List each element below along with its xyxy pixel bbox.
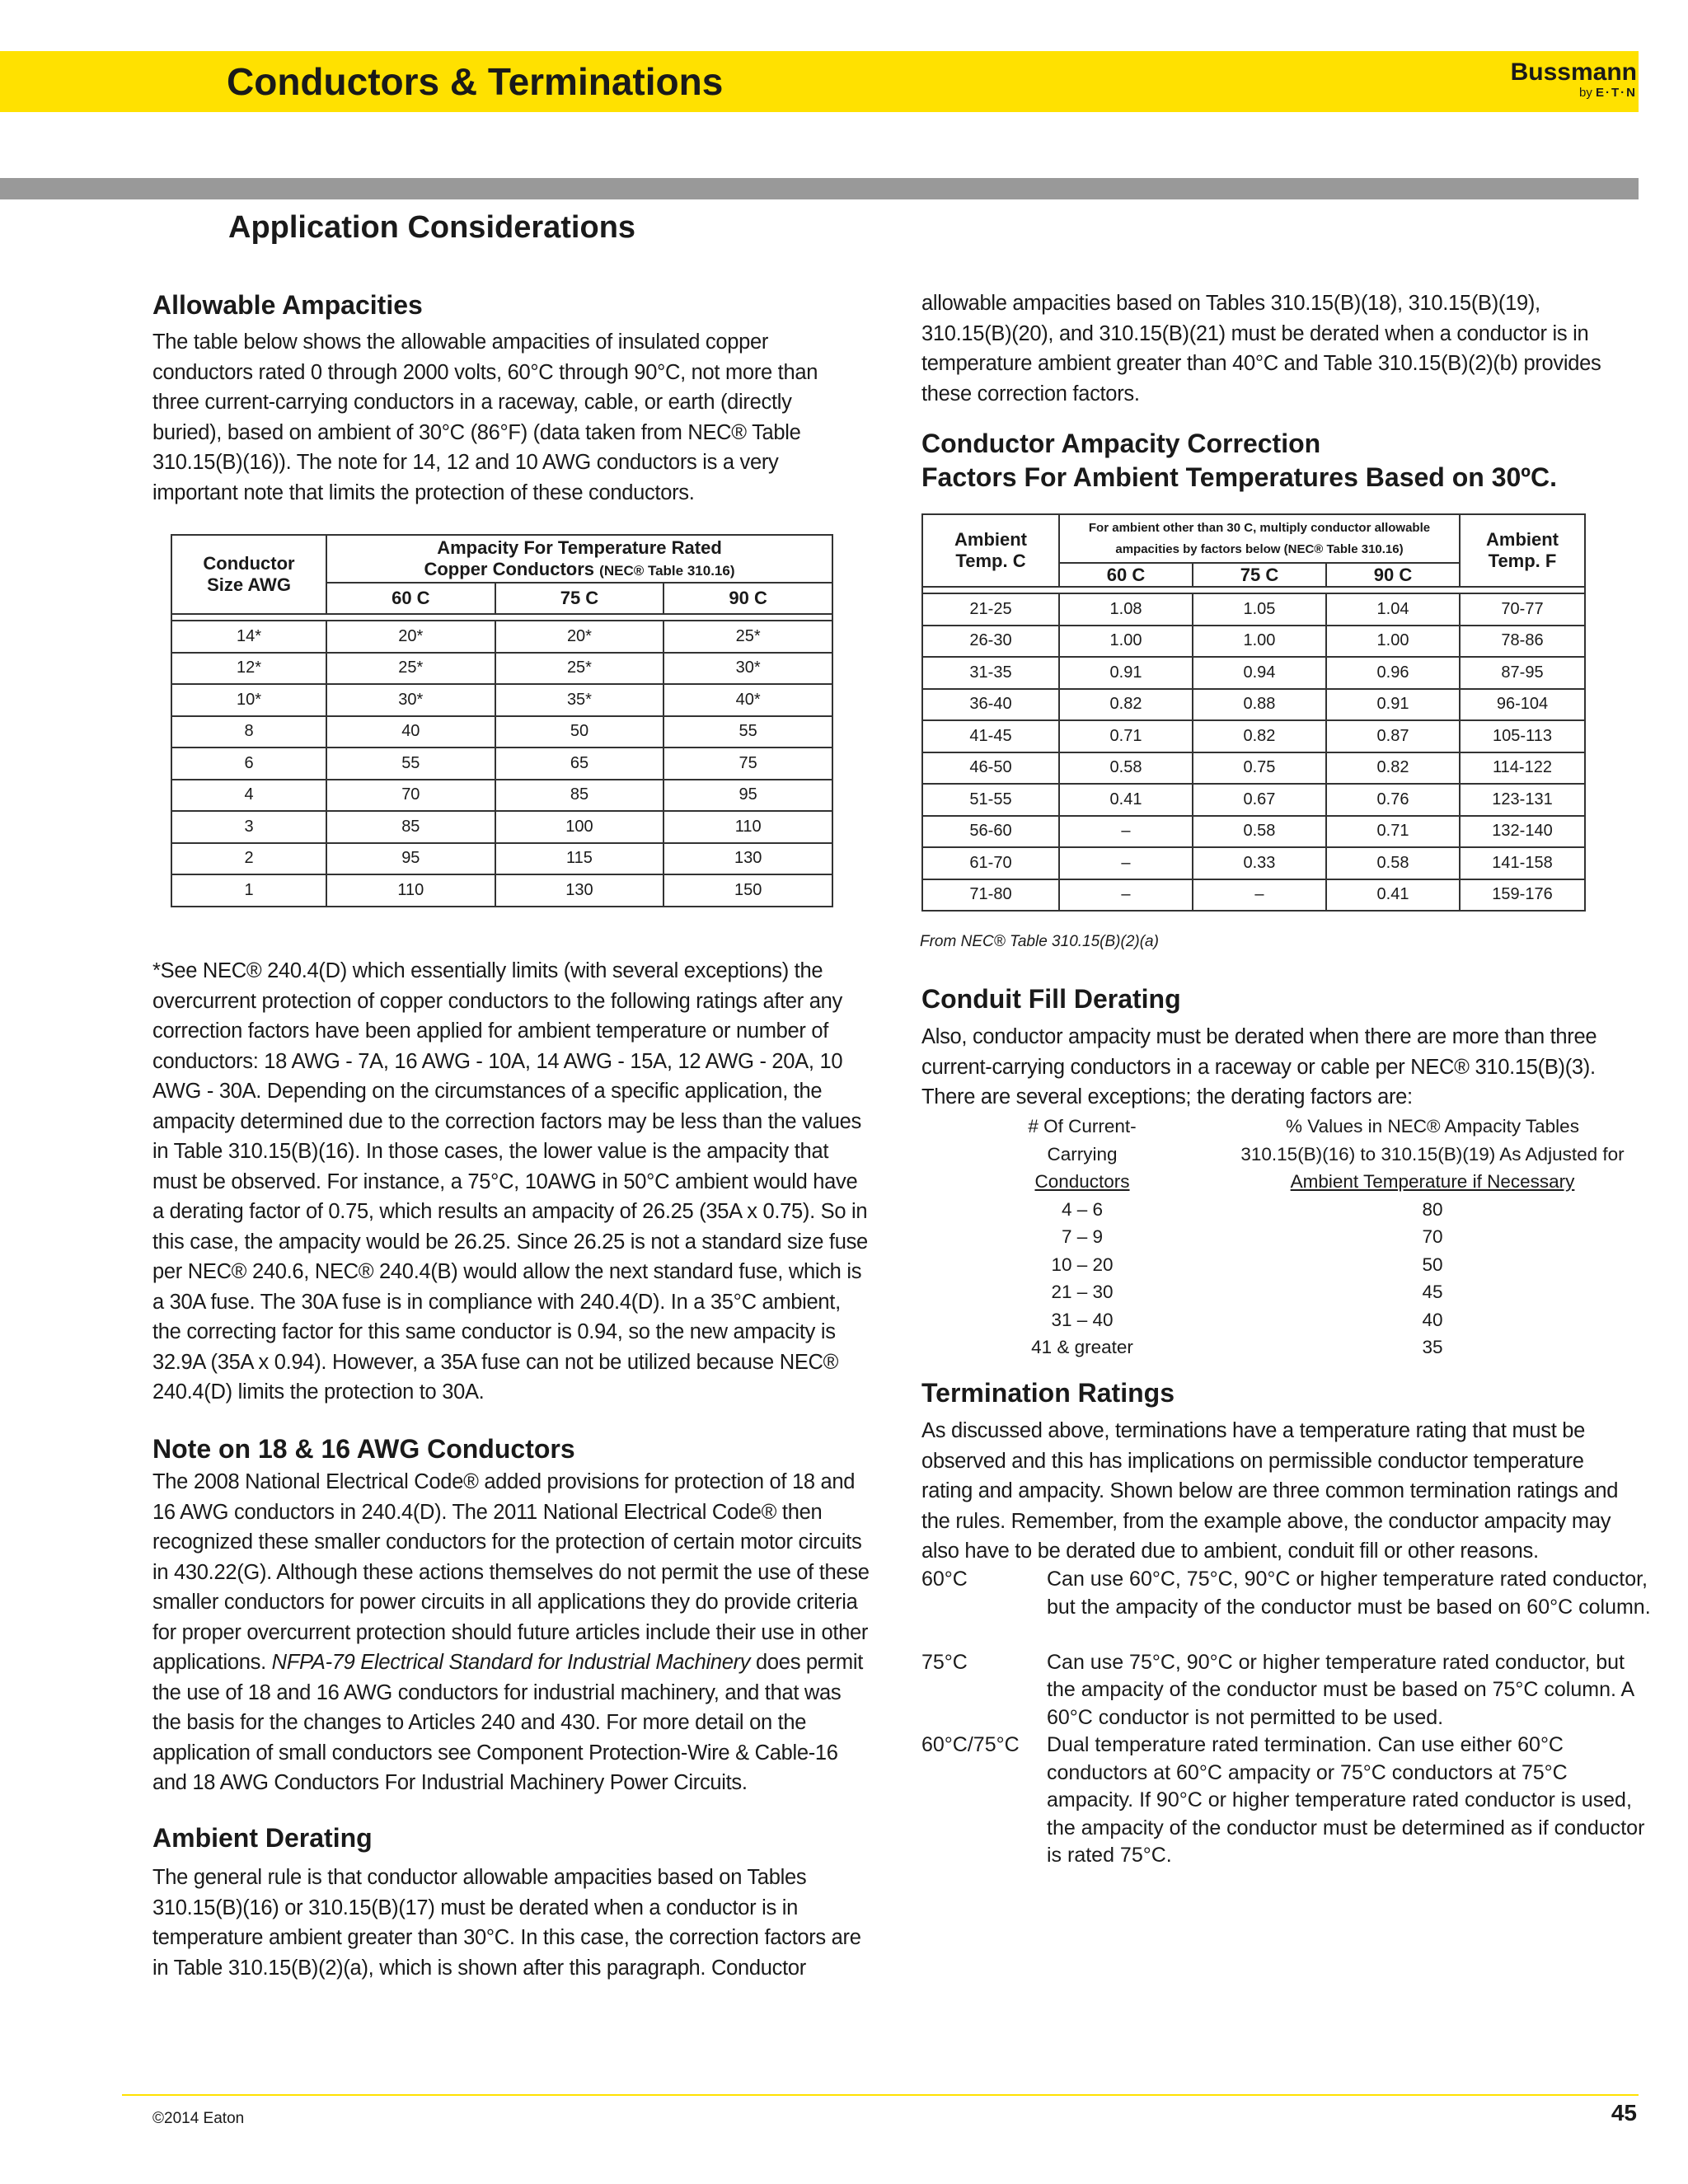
- table-cell: 0.41: [1326, 879, 1460, 912]
- derate-count: 7 – 9: [1061, 1226, 1104, 1247]
- table-cell: 1.04: [1326, 593, 1460, 626]
- table-cell: 1.05: [1193, 593, 1326, 626]
- table-cell: 51-55: [922, 784, 1059, 816]
- footer-line: [122, 2094, 1639, 2096]
- table-cell: 8: [171, 716, 326, 748]
- derate-h1-a: # Of Current-: [1028, 1116, 1137, 1137]
- table-cell: 0.87: [1326, 720, 1460, 752]
- table-cell: 96-104: [1460, 689, 1585, 721]
- table-cell: 25*: [663, 621, 832, 653]
- table-row: [171, 748, 832, 780]
- table-cell: 0.58: [1326, 847, 1460, 879]
- table-source: From NEC® Table 310.15(B)(2)(a): [920, 933, 1159, 950]
- derate-count: 4 – 6: [1061, 1198, 1104, 1220]
- rating-key: 75°C: [921, 1650, 968, 1674]
- section-title: Application Considerations: [228, 210, 636, 245]
- table-row: [922, 689, 1585, 721]
- table-cell: 110: [326, 874, 495, 907]
- table-cell: 0.58: [1193, 816, 1326, 848]
- table-cell: 95: [663, 780, 832, 812]
- derate-h2-a: % Values in NEC® Ampacity Tables: [1286, 1116, 1579, 1137]
- table-cell: 55: [326, 748, 495, 780]
- derate-percent: 40: [1422, 1309, 1443, 1330]
- table-cell: –: [1059, 879, 1193, 912]
- derate-count: 31 – 40: [1051, 1309, 1114, 1330]
- correction-table: [921, 513, 1586, 912]
- table-cell: 14*: [171, 621, 326, 653]
- table-row: [922, 847, 1585, 879]
- table-cell: 0.88: [1193, 689, 1326, 721]
- brand-name: Bussmann: [1510, 59, 1637, 86]
- col-header-ambient-f: Ambient Temp. F: [1460, 514, 1585, 587]
- table-cell: 70: [326, 780, 495, 812]
- derate-percent: 70: [1422, 1226, 1443, 1247]
- table-cell: 65: [495, 748, 664, 780]
- table-cell: 87-95: [1460, 657, 1585, 689]
- derate-percent: 50: [1422, 1254, 1443, 1275]
- col-header-ambient-c: Ambient Temp. C: [922, 514, 1059, 587]
- table-cell: –: [1059, 816, 1193, 848]
- table-row: [922, 720, 1585, 752]
- col-header-ampacity: Ampacity For Temperature Rated Copper Conductors (NEC® Table 310.16): [326, 535, 832, 583]
- col-header-size: Conductor Size AWG: [171, 535, 326, 614]
- table-row: [171, 684, 832, 716]
- derate-count: 21 – 30: [1051, 1282, 1114, 1302]
- table-cell: 0.71: [1059, 720, 1193, 752]
- ambient-heading: Ambient Derating: [152, 1823, 373, 1853]
- table-cell: 61-70: [922, 847, 1059, 879]
- table-cell: 141-158: [1460, 847, 1585, 879]
- note18-heading: Note on 18 & 16 AWG Conductors: [152, 1434, 575, 1464]
- table-cell: 0.96: [1326, 657, 1460, 689]
- table-cell: 159-176: [1460, 879, 1585, 912]
- brand-logo: [1511, 59, 1637, 101]
- table-cell: 41-45: [922, 720, 1059, 752]
- table-cell: 0.94: [1193, 657, 1326, 689]
- derate-percent: 80: [1422, 1198, 1443, 1220]
- table-row: [922, 752, 1585, 785]
- derate-percent: 45: [1422, 1282, 1443, 1302]
- table-cell: 1: [171, 874, 326, 907]
- table-cell: 56-60: [922, 816, 1059, 848]
- termination-text: As discussed above, terminations have a temperature rating that must be observed and this has implications on permissible conductor temperature rating and ampacity. Shown below are three common termination ratings and the rules. Remember, from the example above, the conductor ampacity may also have to be derated due to ambient, conduit fill or other reasons.: [921, 1419, 1619, 1563]
- rating-key: 60°C/75°C: [921, 1733, 1020, 1756]
- table-cell: 30*: [326, 684, 495, 716]
- table-row: [171, 653, 832, 685]
- col-header-note: For ambient other than 30 C, multiply conductor allowable ampacities by factors below (NEC® Table 310.16): [1059, 514, 1460, 563]
- table-cell: 85: [495, 780, 664, 812]
- table-cell: 115: [495, 843, 664, 875]
- table-cell: 100: [495, 811, 664, 843]
- allowable-heading: Allowable Ampacities: [152, 290, 423, 320]
- table-cell: 130: [495, 874, 664, 907]
- t2-col-75c: 75 C: [1193, 563, 1326, 587]
- table-cell: 78-86: [1460, 626, 1585, 658]
- table-row: [171, 874, 832, 907]
- table-row: [171, 780, 832, 812]
- table-cell: 71-80: [922, 879, 1059, 912]
- table-cell: 20*: [495, 621, 664, 653]
- table-row: [922, 816, 1585, 848]
- table-cell: 31-35: [922, 657, 1059, 689]
- table-row: [922, 784, 1585, 816]
- rating-key: 60°C: [921, 1568, 968, 1591]
- table-cell: 0.67: [1193, 784, 1326, 816]
- table-cell: 46-50: [922, 752, 1059, 785]
- table-cell: 26-30: [922, 626, 1059, 658]
- table-cell: 132-140: [1460, 816, 1585, 848]
- table-cell: 0.82: [1326, 752, 1460, 785]
- note-text: *See NEC® 240.4(D) which essentially limits (with several exceptions) the overcurrent protection of copper conductors to the following ratings after any correction factors have been applied for ambient temperature or number of conductors: 18 AWG - 7A, 16 AWG - 10A, 14 AWG - 15A, 12 AWG - 20A, 10 AWG - 30A. Depending on the circumstances of a specific application, the ampacity determined due to the correction factors may be less than the values in Table 310.15(B)(16). In those cases, the lower value is the ampacity that must be observed. For instance, a 75°C, 10AWG in 50°C ambient would have a derating factor of 0.75, which results an ampacity of 26.25 (35A x 0.75). So in this case, the ampacity would be 26.25. Since 26.25 is not a standard size fuse per NEC® 240.6, NEC® 240.4(B) would allow the next standard fuse, which is a 30A fuse. The 30A fuse is in compliance with 240.4(D). In a 35°C ambient, the correcting factor for this same conductor is 0.94, so the new ampacity is 32.9A (35A x 0.94). However, a 35A fuse can not be utilized because NEC® 240.4(D) limits the protection to 30A.: [152, 959, 868, 1404]
- derate-h2-b: 310.15(B)(16) to 310.15(B)(19) As Adjusted for: [1240, 1143, 1625, 1165]
- allowable-text: The table below shows the allowable ampacities of insulated copper conductors rated 0 through 2000 volts, 60°C through 90°C, not more than three current-carrying conductors in a raceway, cable, or earth (directly buried), based on ambient of 30°C (86°F) (data taken from NEC® Table 310.15(B)(16)). The note for 14, 12 and 10 AWG conductors is a very important note that limits the protection of these conductors.: [152, 330, 818, 504]
- table-cell: 105-113: [1460, 720, 1585, 752]
- col-90c: 90 C: [663, 583, 832, 614]
- derate-h1-c: Conductors: [1034, 1171, 1130, 1192]
- table-row: [171, 811, 832, 843]
- table-cell: 55: [663, 716, 832, 748]
- table-row: [171, 621, 832, 653]
- derate-h2-c: Ambient Temperature if Necessary: [1290, 1171, 1575, 1192]
- t2-col-90c: 90 C: [1326, 563, 1460, 587]
- table-cell: 40: [326, 716, 495, 748]
- termination-heading: Termination Ratings: [921, 1378, 1175, 1408]
- table-cell: 0.91: [1059, 657, 1193, 689]
- ambient-text: The general rule is that conductor allowable ampacities based on Tables 310.15(B)(16) or 310.15(B)(17) must be derated when a conductor is in temperature ambient greater than 30°C. In this case, the correction factors are in Table 310.15(B)(2)(a), which is shown after this paragraph. Conductor: [152, 1866, 861, 1980]
- table-cell: 50: [495, 716, 664, 748]
- derate-count: 41 & greater: [1031, 1337, 1133, 1357]
- rating-text: Can use 75°C, 90°C or higher temperature rated conductor, but the ampacity of the conductor must be based on 75°C column. A 60°C conductor is not permitted to be used.: [1047, 1650, 1634, 1729]
- col-75c: 75 C: [495, 583, 664, 614]
- table-row: [922, 657, 1585, 689]
- derate-percent: 35: [1422, 1337, 1443, 1357]
- footer-copyright: ©2014 Eaton: [152, 2110, 245, 2127]
- t2-col-60c: 60 C: [1059, 563, 1193, 587]
- table-cell: 1.00: [1326, 626, 1460, 658]
- ampacity-table: [171, 534, 833, 907]
- conduit-heading: Conduit Fill Derating: [921, 984, 1181, 1014]
- table-cell: 35*: [495, 684, 664, 716]
- table-cell: 75: [663, 748, 832, 780]
- table-cell: 25*: [495, 653, 664, 685]
- table-cell: 10*: [171, 684, 326, 716]
- table-cell: 6: [171, 748, 326, 780]
- table-cell: 0.71: [1326, 816, 1460, 848]
- brand-by: by E·T·N: [1578, 86, 1637, 100]
- grey-band: [0, 178, 1639, 199]
- table-cell: 36-40: [922, 689, 1059, 721]
- table-cell: 4: [171, 780, 326, 812]
- note18-text: The 2008 National Electrical Code® added provisions for protection of 18 and 16 AWG conductors in 240.4(D). The 2011 National Electrical Code® then recognized these smaller conductors for the protection of certain motor circuits in 430.22(G). Although these actions themselves do not permit the use of these smaller conductors for power circuits in all applications they do provide criteria for proper overcurrent protection should future articles include their use in other applications. NFPA-79 Electrical Standard for Industrial Machinery does permit the use of 18 and 16 AWG conductors for industrial machinery, and that was the basis for the changes to Articles 240 and 430. For more detail on the application of small conductors see Component Protection-Wire & Cable-16 and 18 AWG Conductors For Industrial Machinery Power Circuits.: [152, 1470, 870, 1794]
- table-cell: 114-122: [1460, 752, 1585, 785]
- page-number: 45: [1611, 2100, 1637, 2125]
- table-cell: 0.58: [1059, 752, 1193, 785]
- table-cell: 40*: [663, 684, 832, 716]
- table-cell: 110: [663, 811, 832, 843]
- header-title: Conductors & Terminations: [227, 60, 724, 103]
- table-row: [922, 626, 1585, 658]
- table-cell: 0.33: [1193, 847, 1326, 879]
- table-row: [171, 843, 832, 875]
- table-cell: 0.75: [1193, 752, 1326, 785]
- table-row: [922, 593, 1585, 626]
- table-cell: 123-131: [1460, 784, 1585, 816]
- table-cell: –: [1193, 879, 1326, 912]
- col-60c: 60 C: [326, 583, 495, 614]
- table-cell: 30*: [663, 653, 832, 685]
- table-cell: –: [1059, 847, 1193, 879]
- table-cell: 150: [663, 874, 832, 907]
- table-cell: 3: [171, 811, 326, 843]
- table-cell: 0.82: [1193, 720, 1326, 752]
- table-cell: 0.82: [1059, 689, 1193, 721]
- table-row: [922, 879, 1585, 912]
- table-cell: 1.00: [1059, 626, 1193, 658]
- table-cell: 0.91: [1326, 689, 1460, 721]
- table-cell: 1.00: [1193, 626, 1326, 658]
- table-cell: 70-77: [1460, 593, 1585, 626]
- table-cell: 25*: [326, 653, 495, 685]
- correction-heading: Conductor Ampacity Correction Factors For Ambient Temperatures Based on 30ºC.: [921, 429, 1557, 492]
- rating-text: Can use 60°C, 75°C, 90°C or higher temperature rated conductor, but the ampacity of the conductor must be based on 60°C column.: [1047, 1568, 1651, 1619]
- table-row: [171, 716, 832, 748]
- table-cell: 130: [663, 843, 832, 875]
- table-cell: 1.08: [1059, 593, 1193, 626]
- table-cell: 95: [326, 843, 495, 875]
- table-cell: 0.76: [1326, 784, 1460, 816]
- table-cell: 0.41: [1059, 784, 1193, 816]
- table-cell: 12*: [171, 653, 326, 685]
- derate-h1-b: Carrying: [1047, 1143, 1118, 1165]
- derate-count: 10 – 20: [1051, 1254, 1114, 1275]
- table-cell: 85: [326, 811, 495, 843]
- rating-text: Dual temperature rated termination. Can use either 60°C conductors at 60°C ampacity or 75°C conductors at 75°C ampacity. If 90°C or higher temperature rated conductor is used, the ampacity of the conductor must be determined as if conductor is rated 75°C.: [1047, 1733, 1645, 1867]
- table-cell: 21-25: [922, 593, 1059, 626]
- table-cell: 2: [171, 843, 326, 875]
- continued-text: allowable ampacities based on Tables 310.15(B)(18), 310.15(B)(19), 310.15(B)(20), and 310.15(B)(21) must be derated when a conductor is in temperature ambient greater than 40°C and Table 310.15(B)(2)(b) provides these correction factors.: [921, 292, 1601, 405]
- table-cell: 20*: [326, 621, 495, 653]
- conduit-text: Also, conductor ampacity must be derated when there are more than three current-carrying conductors in a raceway or cable per NEC® 310.15(B)(3). There are several exceptions; the derating factors are:: [921, 1025, 1597, 1108]
